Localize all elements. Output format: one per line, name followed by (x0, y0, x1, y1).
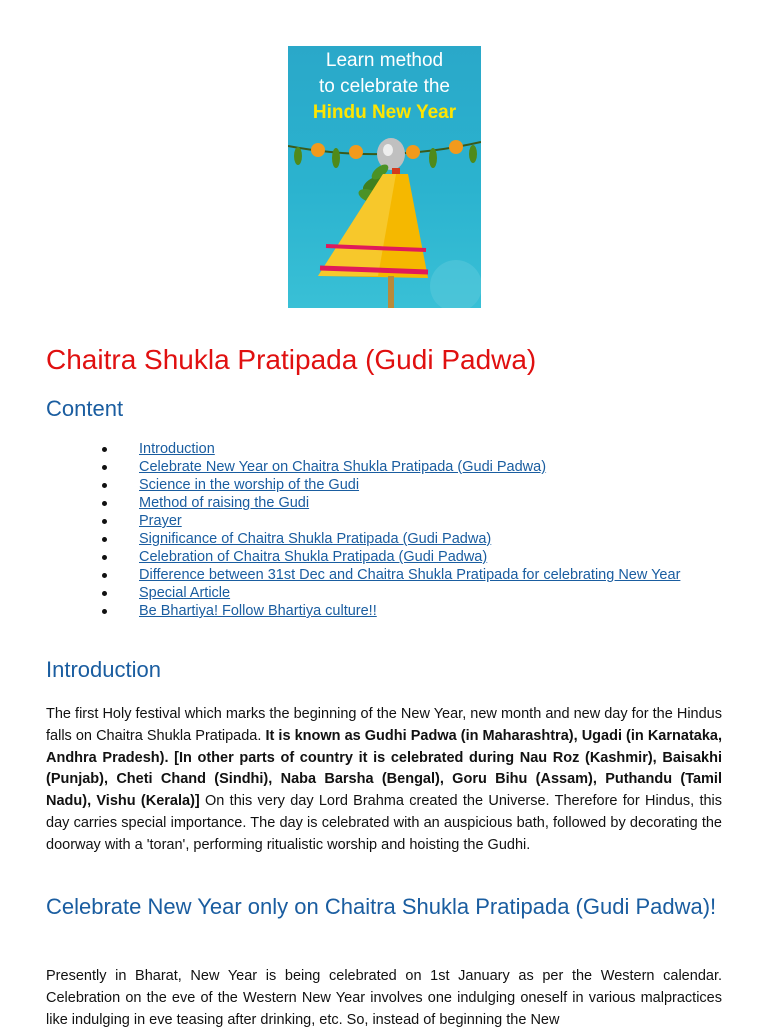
page-title: Chaitra Shukla Pratipada (Gudi Padwa) (46, 344, 537, 375)
toc-link-special-article[interactable]: Special Article (139, 585, 231, 601)
celebrate-heading: Celebrate New Year only on Chaitra Shukla Pratipada (Gudi Padwa)! (46, 894, 717, 919)
toc-item (100, 512, 680, 530)
toc-link-celebrate-new-year[interactable]: Celebrate New Year on Chaitra Shukla Pratipada (Gudi Padwa) (139, 459, 547, 475)
toc-item (100, 602, 680, 620)
bullet-icon (102, 573, 107, 578)
toc-item (100, 584, 680, 602)
bullet-icon (102, 447, 107, 452)
intro-text-end: On this very day Lord Brahma created the Universe. Therefore for Hindus, this day carries special importance. The day is celebrated with an auspicious bath, followed by decorating the doorway with a 'toran', performing ritualistic worship and hoisting the Gudhi. (46, 793, 723, 853)
celebrate-paragraph: Presently in Bharat, New Year is being celebrated on 1st January as per the Western calendar. Celebration on the eve of the Western New Year involves one indulging oneself in various malpractices like indulging in eve teasing after drinking, etc. So, instead of beginning the New (46, 968, 722, 1028)
banner-line-3: Hindu New Year (312, 102, 457, 123)
toc-item (100, 566, 680, 584)
toc-item (100, 548, 680, 566)
toc-link-method-raising[interactable]: Method of raising the Gudi (139, 495, 310, 511)
bullet-icon (102, 483, 107, 488)
bullet-icon (102, 555, 107, 560)
toc-item (100, 494, 680, 512)
hindu-new-year-banner-image (288, 46, 481, 308)
banner-line-2: to celebrate the (319, 76, 450, 97)
toc-link-significance[interactable]: Significance of Chaitra Shukla Pratipada (Gudi Padwa) (139, 531, 492, 547)
toc-item (100, 476, 680, 494)
intro-text-start: The first Holy festival which marks the beginning of the New Year, new month and new day for the Hindus falls on Chaitra Shukla Pratipada. (46, 706, 722, 744)
toc-link-introduction[interactable]: Introduction (139, 441, 215, 457)
bullet-icon (102, 609, 107, 614)
toc-link-science-worship[interactable]: Science in the worship of the Gudi (139, 477, 360, 493)
bullet-icon (102, 501, 107, 506)
bullet-icon (102, 519, 107, 524)
introduction-paragraph (46, 704, 722, 857)
introduction-heading: Introduction (46, 657, 161, 682)
banner-line-1: Learn method (325, 50, 444, 71)
table-of-contents (100, 440, 680, 620)
toc-link-celebration[interactable]: Celebration of Chaitra Shukla Pratipada (Gudi Padwa) (139, 549, 488, 565)
bullet-icon (102, 591, 107, 596)
bullet-icon (102, 537, 107, 542)
toc-item (100, 440, 680, 458)
toc-item (100, 530, 680, 548)
toc-link-difference[interactable]: Difference between 31st Dec and Chaitra Shukla Pratipada for celebrating New Year (139, 567, 681, 583)
toc-link-be-bhartiya[interactable]: Be Bhartiya! Follow Bhartiya culture!! (139, 603, 377, 619)
intro-text-bold: It is known as Gudhi Padwa (in Maharashtra), Ugadi (in Karnataka, Andhra Pradesh). [In other parts of country it is celebrated during Nau Roz (Kashmir), Baisakhi (Punjab), Cheti Chand (Sindhi), Naba Barsha (Bengal), Goru Bihu (Assam), Puthandu (Tamil Nadu), Vishu (Kerala)] (46, 727, 722, 810)
bullet-icon (102, 465, 107, 470)
toc-item (100, 458, 680, 476)
toc-link-prayer[interactable]: Prayer (139, 513, 182, 529)
content-heading: Content (46, 396, 124, 421)
